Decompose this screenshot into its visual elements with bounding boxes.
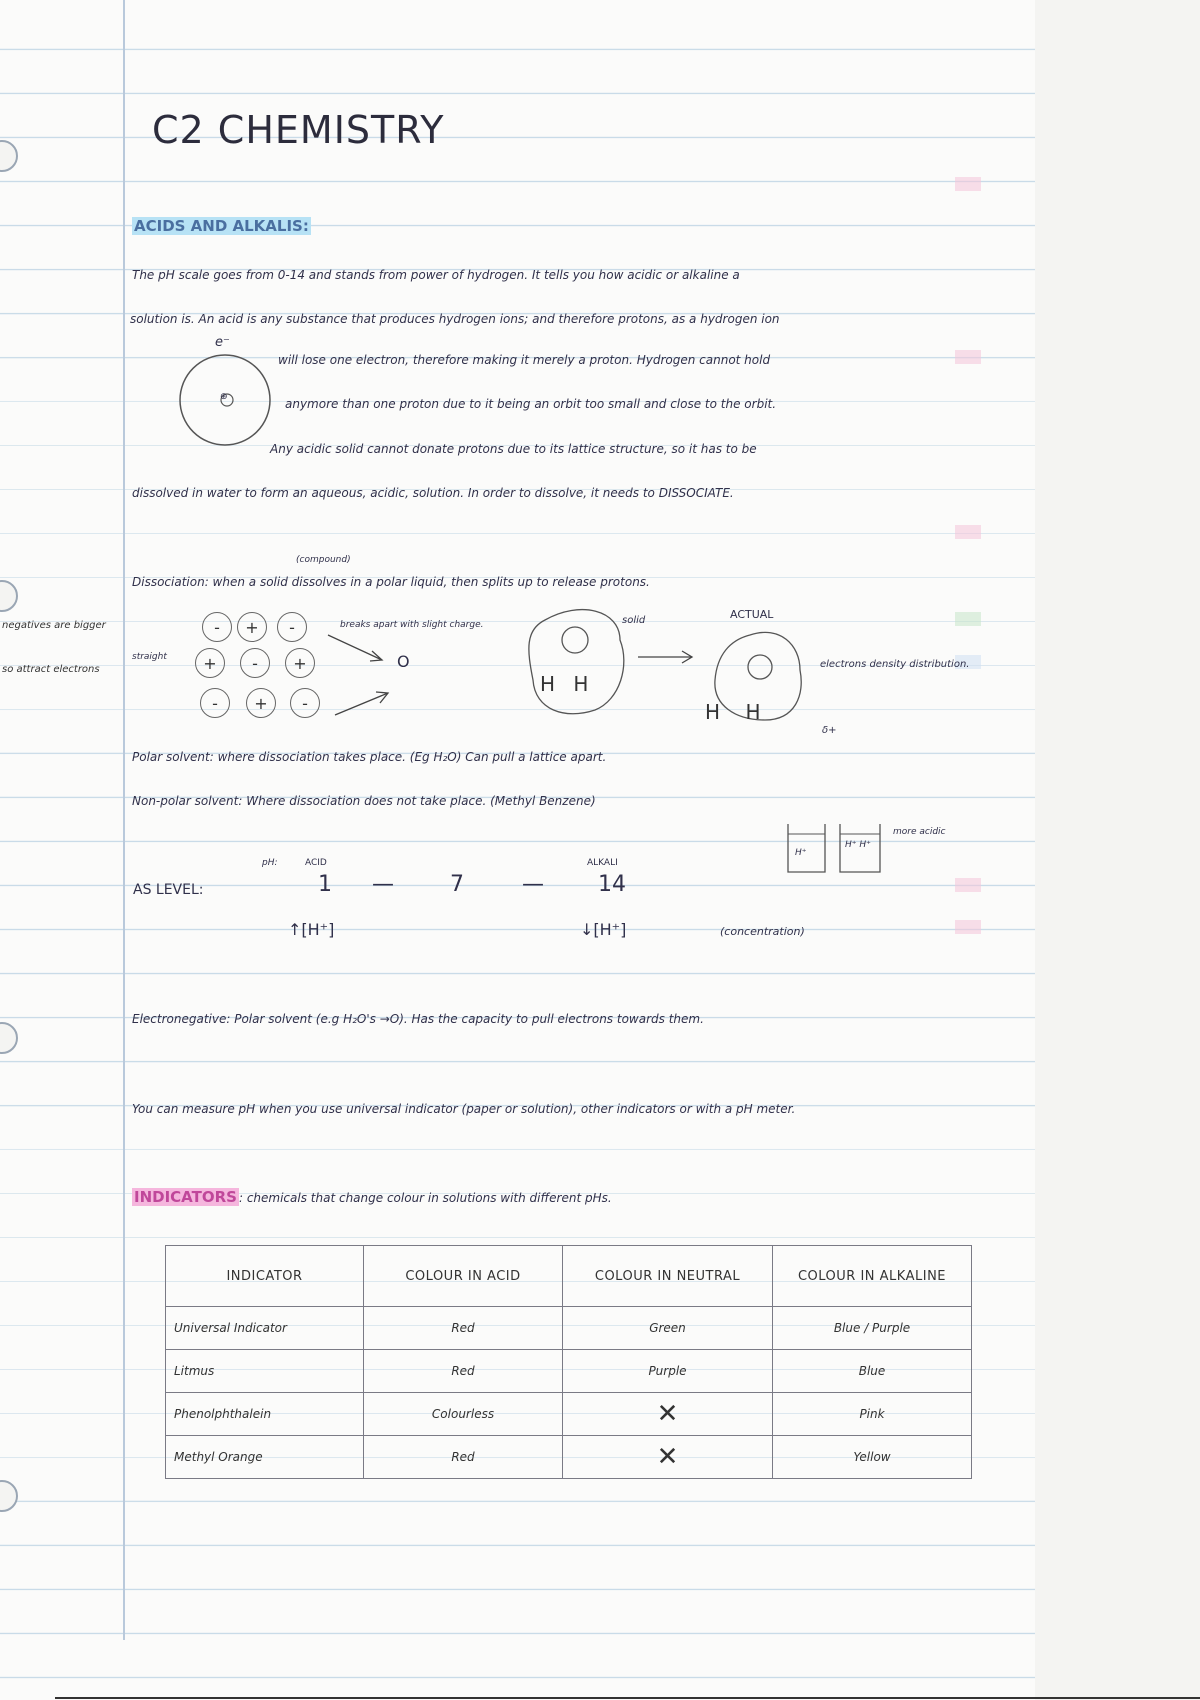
concentration-note: (concentration) — [720, 925, 805, 938]
highlight-tab — [955, 920, 981, 934]
column-header: COLOUR IN NEUTRAL — [563, 1246, 773, 1307]
highlight-tab — [955, 878, 981, 892]
table-header-row — [166, 1246, 972, 1307]
table-row — [166, 1436, 972, 1479]
beaker-ion-left: H⁺ — [795, 848, 807, 858]
lattice-ion: - — [200, 688, 230, 718]
water-h-atoms: H H — [540, 672, 595, 696]
alkaline-colour: Pink — [773, 1393, 972, 1436]
text-line: The pH scale goes from 0-14 and stands from power of hydrogen. It tells you how acidic or alkaline a — [132, 268, 740, 282]
binder-hole — [0, 1022, 18, 1054]
ph-scale-dash: — — [372, 872, 394, 897]
highlight-tab — [955, 177, 981, 191]
electron-density-label: electrons density distribution. — [820, 659, 970, 670]
breaks-apart-label: breaks apart with slight charge. — [340, 620, 484, 630]
text-line: dissolved in water to form an aqueous, acidic, solution. In order to dissolve, it needs to DISSOCIATE. — [132, 486, 734, 500]
column-header: INDICATOR — [166, 1246, 364, 1307]
lattice-ion: - — [240, 648, 270, 678]
small-molecule-o: O — [397, 652, 410, 671]
text-line: solution is. An acid is any substance that produces hydrogen ions; and therefore protons, as a hydrogen ion — [130, 312, 780, 326]
binder-hole — [0, 1480, 18, 1512]
actual-h-atoms: H H — [705, 700, 761, 724]
section-heading-acids: ACIDS AND ALKALIS: — [134, 217, 309, 235]
neutral-colour: ✕ — [563, 1436, 773, 1479]
alkaline-colour: Yellow — [773, 1436, 972, 1479]
indicators-table — [165, 1245, 972, 1479]
more-acidic-label: more acidic — [893, 827, 946, 837]
neutral-colour: Purple — [563, 1350, 773, 1393]
alkali-label: ALKALI — [587, 858, 618, 868]
delta-plus-label: δ+ — [822, 725, 837, 736]
ph-scale-value: 14 — [598, 872, 626, 897]
text-line: anymore than one proton due to it being an orbit too small and close to the orbit. — [285, 397, 777, 411]
indicators-description: : chemicals that change colour in solutions with different pHs. — [238, 1191, 612, 1205]
lattice-ion: - — [277, 612, 307, 642]
water-molecule-blob — [525, 605, 630, 725]
column-header: COLOUR IN ALKALINE — [773, 1246, 972, 1307]
acid-colour: Colourless — [364, 1393, 563, 1436]
indicator-name: Universal Indicator — [166, 1307, 364, 1350]
highlight-tab — [955, 525, 981, 539]
column-header: COLOUR IN ACID — [364, 1246, 563, 1307]
text-line: Any acidic solid cannot donate protons due to its lattice structure, so it has to be — [270, 442, 757, 456]
table-row — [166, 1393, 972, 1436]
lattice-ion: + — [285, 648, 315, 678]
ph-label: pH: — [262, 858, 278, 868]
dissociation-definition: Dissociation: when a solid dissolves in a polar liquid, then splits up to release protons. — [132, 575, 650, 589]
page-title: C2 CHEMISTRY — [152, 108, 445, 152]
alkaline-colour: Blue — [773, 1350, 972, 1393]
side-note: so attract electrons — [2, 664, 100, 675]
ph-scale-value: 7 — [450, 872, 464, 897]
electron-label: e⁻ — [215, 335, 230, 350]
highlight-tab — [955, 612, 981, 626]
binder-hole — [0, 580, 18, 612]
measure-ph-note: You can measure pH when you use universal indicator (paper or solution), other indicators or with a pH meter. — [132, 1102, 796, 1116]
binder-hole — [0, 140, 18, 172]
high-h-concentration: ↑[H⁺] — [288, 920, 335, 939]
table-row — [166, 1350, 972, 1393]
neutral-colour: ✕ — [563, 1393, 773, 1436]
indicators-heading: INDICATORS : chemicals that change colour in solutions with different pHs. — [134, 1188, 612, 1206]
acid-colour: Red — [364, 1350, 563, 1393]
indicator-name: Phenolphthalein — [166, 1393, 364, 1436]
low-h-concentration: ↓[H⁺] — [580, 920, 627, 939]
text-line: will lose one electron, therefore making it merely a proton. Hydrogen cannot hold — [278, 353, 771, 367]
as-level-label: AS LEVEL: — [133, 882, 204, 898]
straight-label: straight — [132, 652, 167, 662]
lattice-ion: - — [290, 688, 320, 718]
actual-label: ACTUAL — [730, 608, 774, 621]
nonpolar-solvent-definition: Non-polar solvent: Where dissociation does not take place. (Methyl Benzene) — [132, 794, 596, 808]
lattice-ion: - — [202, 612, 232, 642]
electronegative-note: Electronegative: Polar solvent (e.g H₂O's →O). Has the capacity to pull electrons towards them. — [132, 1012, 704, 1026]
compound-note: (compound) — [296, 555, 351, 565]
side-note: negatives are bigger — [2, 620, 106, 631]
margin-line — [123, 0, 125, 1640]
acid-colour: Red — [364, 1436, 563, 1479]
acid-colour: Red — [364, 1307, 563, 1350]
solid-label: solid — [622, 615, 646, 626]
alkaline-colour: Blue / Purple — [773, 1307, 972, 1350]
indicator-name: Litmus — [166, 1350, 364, 1393]
beaker-ions-right: H⁺ H⁺ — [845, 840, 871, 850]
indicator-name: Methyl Orange — [166, 1436, 364, 1479]
ph-scale-dash: — — [522, 872, 544, 897]
proton-label: ⊕ — [220, 392, 228, 402]
table-row — [166, 1307, 972, 1350]
acid-label: ACID — [305, 858, 327, 868]
highlight-tab — [955, 350, 981, 364]
neutral-colour: Green — [563, 1307, 773, 1350]
bottom-divider — [55, 1697, 1200, 1699]
ph-scale-value: 1 — [318, 872, 332, 897]
lattice-ion: + — [246, 688, 276, 718]
lattice-ion: + — [195, 648, 225, 678]
lattice-ion: + — [237, 612, 267, 642]
polar-solvent-definition: Polar solvent: where dissociation takes place. (Eg H₂O) Can pull a lattice apart. — [132, 750, 607, 764]
